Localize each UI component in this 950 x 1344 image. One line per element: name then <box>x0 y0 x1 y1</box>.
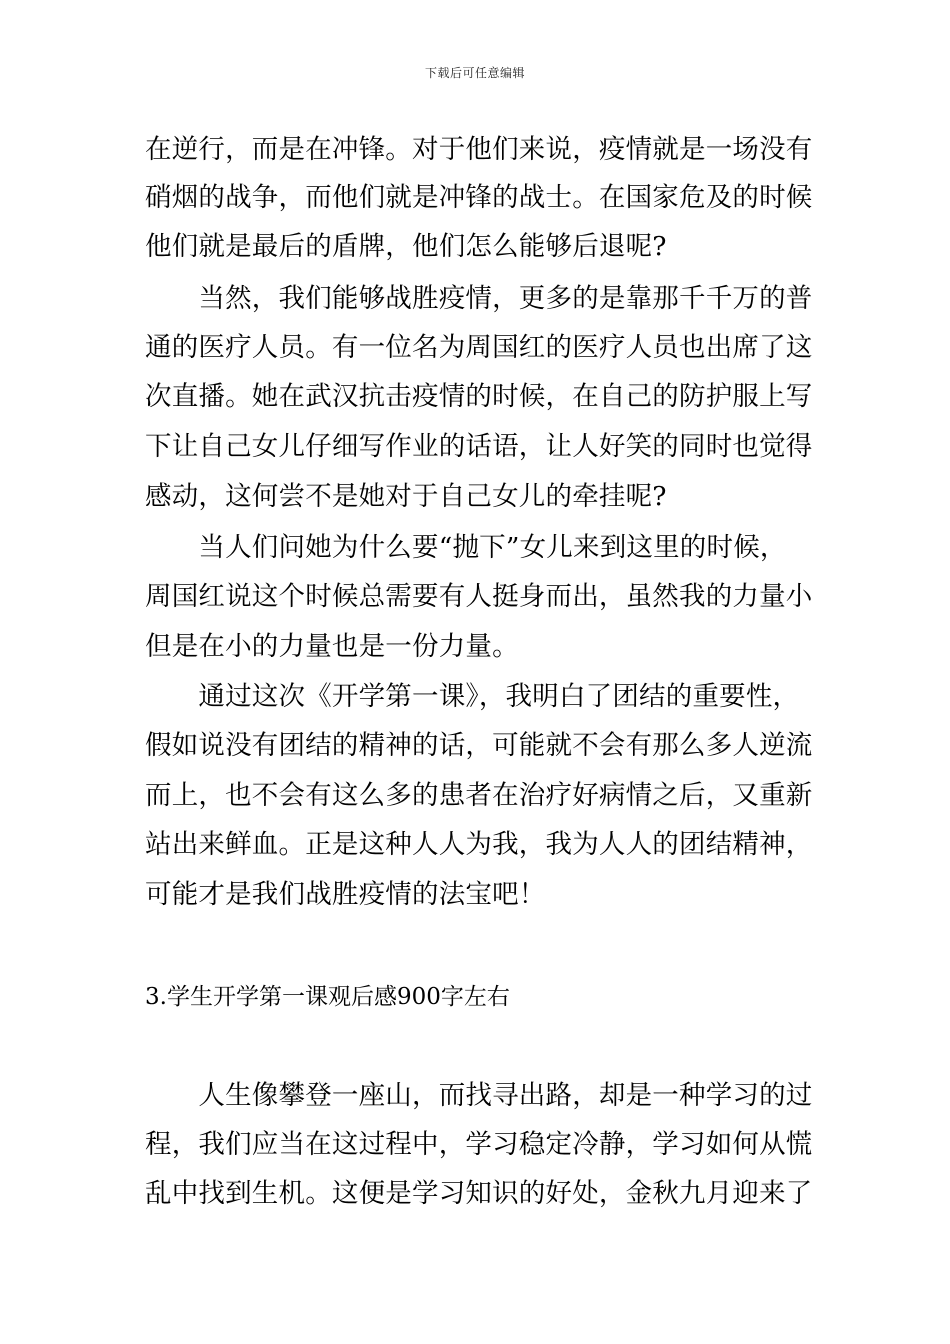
paragraph-line: 可能才是我们战胜疫情的法宝吧！ <box>145 879 546 910</box>
paragraph-line: 但是在小的力量也是一份力量。 <box>145 631 519 662</box>
paragraph-line: 人生像攀登一座山，而找寻出路，却是一种学习的过 <box>145 1080 813 1111</box>
paragraph-line: 而上，也不会有这么多的患者在治疗好病情之后，又重新 <box>145 780 813 811</box>
paragraph-line: 程，我们应当在这过程中，学习稳定冷静，学习如何从慌 <box>145 1129 813 1160</box>
paragraph-line: 当人们问她为什么要“抛下”女儿来到这里的时候， <box>145 532 787 563</box>
paragraph-line: 他们就是最后的盾牌，他们怎么能够后退呢? <box>145 231 667 262</box>
paragraph-line: 通过这次《开学第一课》，我明白了团结的重要性， <box>145 681 800 712</box>
paragraph-line: 次直播。她在武汉抗击疫情的时候，在自己的防护服上写 <box>145 381 813 412</box>
paragraph-line: 假如说没有团结的精神的话，可能就不会有那么多人逆流 <box>145 730 813 761</box>
paragraph-line: 下让自己女儿仔细写作业的话语，让人好笑的同时也觉得 <box>145 431 813 462</box>
section-heading: 3.学生开学第一课观后感900字左右 <box>145 984 510 1010</box>
paragraph-line: 通的医疗人员。有一位名为周国红的医疗人员也出席了这 <box>145 332 813 363</box>
paragraph-line: 在逆行，而是在冲锋。对于他们来说，疫情就是一场没有 <box>145 134 813 165</box>
paragraph-line: 乱中找到生机。这便是学习知识的好处，金秋九月迎来了 <box>145 1178 813 1209</box>
paragraph-line: 硝烟的战争，而他们就是冲锋的战士。在国家危及的时候 <box>145 182 813 213</box>
paragraph-line: 感动，这何尝不是她对于自己女儿的牵挂呢? <box>145 481 667 512</box>
page-header: 下载后可任意编辑 <box>424 66 525 80</box>
paragraph-line: 站出来鲜血。正是这种人人为我，我为人人的团结精神， <box>145 829 813 860</box>
paragraph-line: 周国红说这个时候总需要有人挺身而出，虽然我的力量小 <box>145 581 813 612</box>
paragraph-line: 当然，我们能够战胜疫情，更多的是靠那千千万的普 <box>145 283 813 314</box>
